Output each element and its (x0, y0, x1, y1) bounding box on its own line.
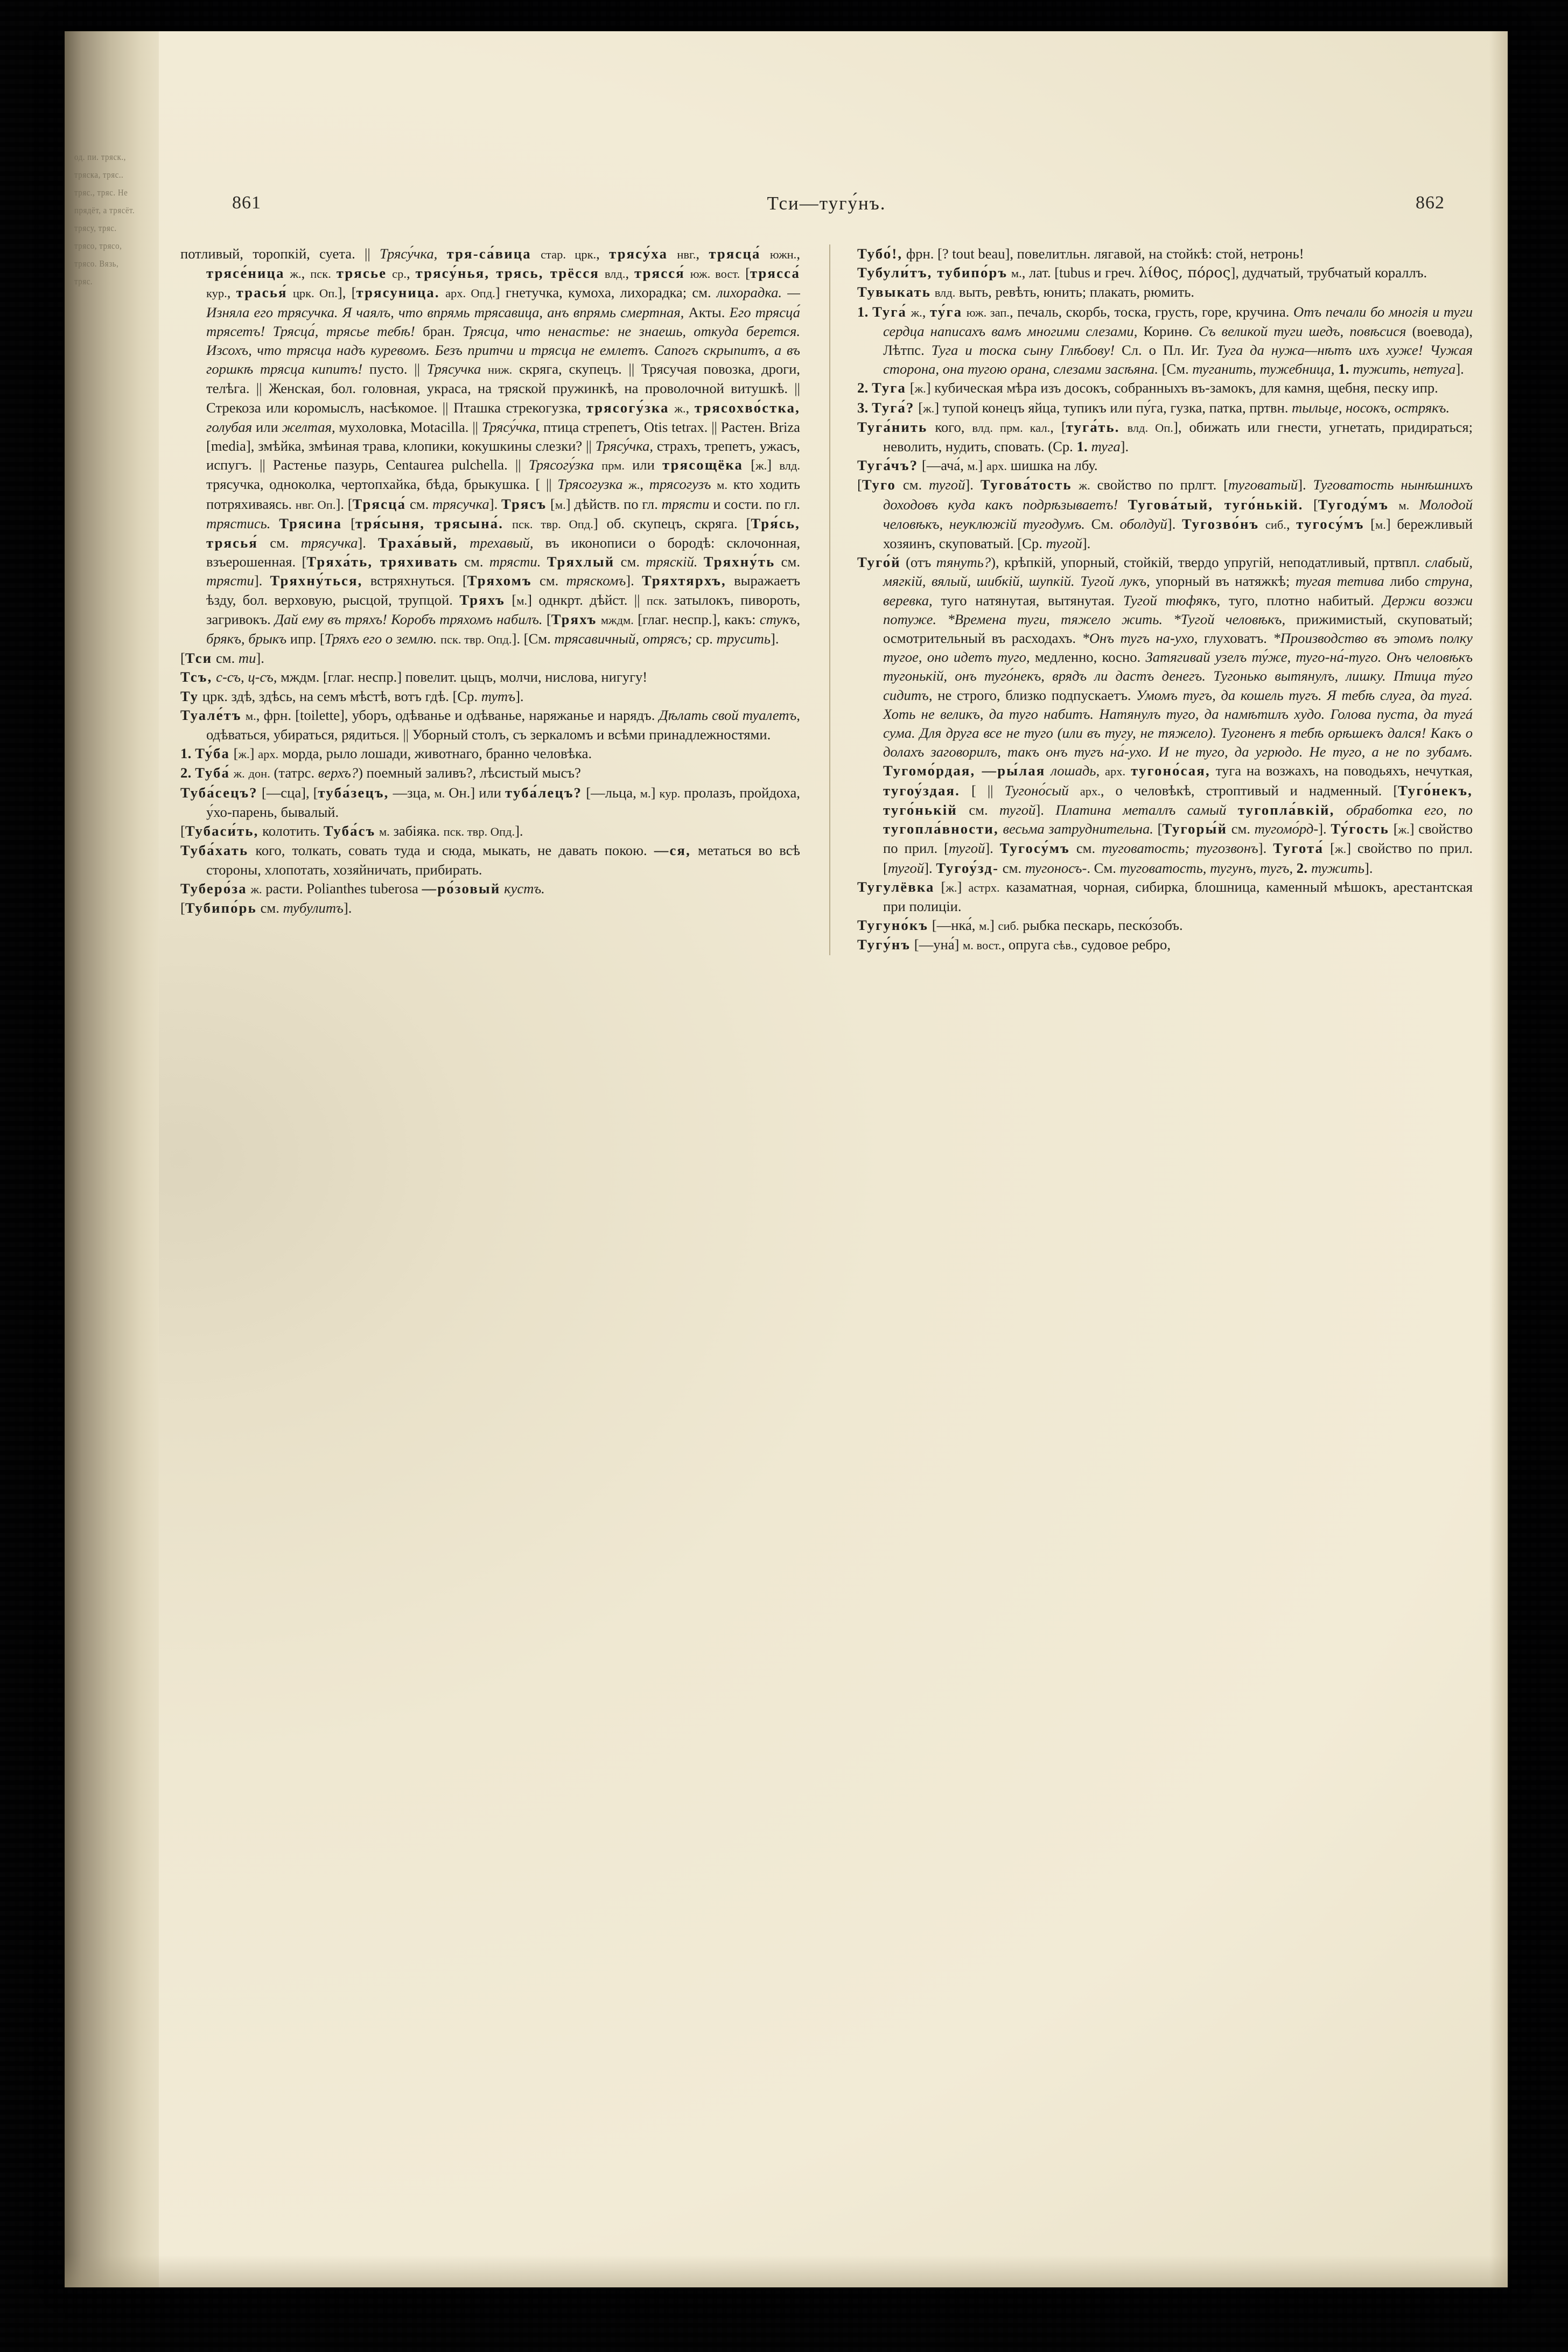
dictionary-entry: Тувыкать влд. выть, ревѣть, юнить; плакать, рюмить. (857, 284, 1194, 300)
folio-right: 862 (1416, 193, 1445, 213)
dictionary-entry: Тубули́тъ, тубипо́ръ м., лат. [tubus и греч. λίθος, πόρος], дудчатый, трубчатый кораллъ. (857, 264, 1427, 282)
page-content (180, 193, 1473, 2196)
dictionary-entry: Тубеpо́за ж. расти. Polianthes tuberosa —ро́зовый кустъ. (180, 880, 545, 897)
dictionary-entry: Туго́й (отъ тянуть?), крѣпкій, упорный, стойкій, твердо упругій, неподатливый, пртвпл. слабый, мягкій, вялый, шибкій, шупкій. Тугой лукъ, упорный въ натяжкѣ; тугая тетива либо струна, веревка, туго натянутая, вытянутая. Тугой тюфякъ, туго, плотно набитый. Держи возжи потуже. *Времена туги, тяжело жить. *Тугой человѣкъ, прижимистый, скуповатый; осмотрительный въ расходахъ. *Онъ тугъ на-ухо, глуховатъ. *Производство въ этомъ полку тугое, оно идетъ туго, медленно, косно. Затягивай узелъ ту́же, туго-на́-туго. Онъ человѣкъ тугонькій, онъ туго́некъ, врядъ ли дастъ денегъ. Тугонько вытянулъ, лишку. Птица ту́го сидитъ, не строго, близко подпускаетъ. Умомъ тугъ, да кошель тугъ. Я тебѣ слуга, да туга́. Хоть не великъ, да туго набитъ. Натянулъ туго, да намѣтилъ худо. Голова пуста, да тугá сума. Для друга все не туго (или въ тугу, не тяжело). Тугоненъ я тебѣ орѣшекъ дался! Какъ о долахъ заговорилъ, такъ онъ тугъ на́-ухо. И не туго, да угрюдо. Не туго, а не по зубамъ. Тугомо́рдая, —ры́лая лошадь, арх. тугоно́сая, туга на возжахъ, на поводьяхъ, нечуткая, тугоу́здая. [ || Тугоно́сый арх., о человѣкѣ, строптивый и надменный. [Туго́некъ, туго́нькій см. тугой]. Платина металлъ самый тугопла́вкій, обработка его, по тугопла́вности, весьма затруднительна. [Тугоры́й см. тугомо́рд-]. Ту́гость [ж.] свойство по прил. [тугой]. Тугосу́мъ см. туговатость; тугозвонъ]. Тугота́ [ж.] свойство по прил. [тугой]. Тугоу́зд- см. тугоносъ-. См. туговатость, тугунъ, тугъ, 2. тужить]. (857, 554, 1473, 876)
dictionary-entry: [Туго см. тугой]. Тугова́тость ж. свойство по прлгт. [туговатый]. Туговатость нынѣшнихъ доходовъ куда какъ подрѣзываетъ! Тугова́тый, туго́нькій. [Тугоду́мъ м. Молодой человѣкъ, неуклюжій тугодумъ. См. оболдуй]. Тугозво́нъ сиб., тугосу́мъ [м.] бережливый хозяинъ, скуповатый. [Ср. тугой]. (857, 477, 1473, 552)
dictionary-entry: Туга́чъ? [—ача́, м.] арх. шишка на лбу. (857, 457, 1098, 474)
dictionary-entry: Тсъ, с-съ, ц-съ, мждм. [глаг. неспр.] повелит. цыцъ, молчи, нислова, нигугу! (180, 669, 648, 685)
page-edge-right (1489, 31, 1508, 2287)
page-gutter (65, 31, 159, 2287)
dictionary-entry: 1. Туга́ ж., ту́га юж. зап., печаль, скорбь, тоска, грусть, горе, кручина. Отъ печали бо многія и туги сердца написахъ вамъ многими слезами, Коринѳ. Съ великой туги шедъ, повѣсися (воевода), Лѣтпс. Туга и тоска сыну Глѣбову! Сл. о Пл. Иг. Туга да нужа—нѣтъ ихъ хуже! Чужая сторона, она тугою орана, слезами засѣяна. [См. туганить, тужебница, 1. тужить, нетуга]. (857, 303, 1473, 377)
running-head: Тси—тугу́нъ. (767, 193, 886, 214)
column-left (180, 244, 800, 955)
dictionary-entry: Туале́тъ м., фрн. [toilette], уборъ, одѣванье и одѣванье, наряжанье и нарядъ. Дѣлать свой туалетъ, одѣваться, убираться, рядиться. || Уборный столъ, съ зеркаломъ и всѣми принадлежностями. (180, 706, 800, 743)
dictionary-entry: Туга́нить кого, влд. прм. кал., [туга́ть. влд. Оп.], обижать или гнести, угнетать, придираться; неволить, нудить, сповать. (Ср. 1. туга]. (857, 418, 1473, 455)
dictionary-entry: Туба́сецъ? [—сца], [туба́зецъ, —зца, м. Он.] или туба́лецъ? [—льца, м.] кур. пролазъ, пройдоха, у́хо-парень, бывалый. (180, 784, 800, 820)
dictionary-entry: Туба́хать кого, толкать, совать туда и сюда, мыкать, не давать покою. —ся, метаться во всѣ стороны, хлопотать, хозяйничать, прибирать. (180, 842, 800, 878)
gutter-text: од. пи. тряск., тряска, тряс.. тряс., тряс. Не прядёт, а трясёт. трясу, тряс. трясо, трясо, трясо. Вязь, тряс. (74, 152, 135, 287)
dictionary-entry: 2. Туба́ ж. дон. (татрс. верхъ?) поемный заливъ?, лѣсистый мысъ? (180, 765, 581, 781)
columns (180, 244, 1473, 955)
dictionary-entry: 2. Туга [ж.] кубическая мѣра изъ досокъ, собранныхъ въ-замокъ, для камня, щебня, песку ипр. (857, 380, 1438, 396)
book-page (65, 31, 1508, 2287)
dictionary-entry: 1. Ту́ба [ж.] арх. морда, рыло лошади, животнаго, бранно человѣка. (180, 745, 592, 762)
folio-left: 861 (232, 193, 261, 213)
dictionary-entry: Тугуно́къ [—нка́, м.] сиб. рыбка пескарь, песко́зобъ. (857, 917, 1183, 934)
page-edge-bottom (65, 2255, 1508, 2287)
dictionary-entry: Ту црк. здѣ, здѣсь, на семъ мѣстѣ, вотъ гдѣ. [Ср. тутъ]. (180, 688, 524, 704)
dictionary-entry: [Тубаси́ть, колотить. Туба́съ м. забіяка. пск. твр. Опд.]. (180, 823, 523, 839)
dictionary-entry: потливый, торопкій, суета. || Трясу́чка, тря-са́вица стар. црк., трясу́ха нвг., трясца́ южн., трясе́ница ж., пск. трясье ср., трясу́нья, трясь, трёсся влд., трясся́ юж. вост. [трясса́ кур., трасья́ црк. Оп.], [трясуница. арх. Опд.] гнетучка, кумоха, лихорадка; см. лихорадка. — Изняла его трясучка. Я чаялъ, что впрямь трясавица, анъ впрямь смертная, Акты. Его трясца́ трясетъ! Трясца́, трясье тебѣ! бран. Тряcца, что ненастье: не знаешь, откуда берется. Изсохъ, что трясца надъ куревомъ. Безъ притчи и трясца не емлетъ. Сапогъ скрыпитъ, а въ горшкѣ трясца кипитъ! пусто. || Трясучка ниж. скряга, скупецъ. || Трясучая повозка, дроги, телѣга. || Женская, бол. головная, украса, на тряской пружинкѣ, на проволочной витушкѣ. || Стрекоза или коромыслъ, насѣкомое. || Пташка стрекогузка, трясогу́зка ж., трясохво́стка, голубая или желтая, мухоловка, Motacilla. || Трясу́чка, птица стрепетъ, Otis tetrax. || Растен. Briza [media], змѣйка, змѣиная трава, клопики, кокушкины слезки? || Трясу́чка, страхъ, трепетъ, ужасъ, испугъ. || Растенье пазурь, Centaurea pulchella. || Трясогу́зка прм. или трясощёка [ж.] влд. трясучка, одноколка, чертопхайка, бѣда, брыкушка. [ || Трясогузка ж., трясогузъ м. кто ходить потряхиваясь. нвг. Оп.]. [Трясца́ см. трясучка]. Трясъ [м.] дѣйств. по гл. трясти и сости. по гл. трястись. Трясина [тря́сыня, трясына́. пск. твр. Опд.] об. скупецъ, скряга. [Тря́сь, трясья́ см. трясучка]. Траха́вый, трехавый, въ иконописи о бородѣ: склочонная, взъерошенная. [Тряха́ть, тряхивать см. трясти. Тряхлый см. тряскій. Тряхну́ть см. трясти]. Тряхну́ться, встряхнуться. [Тряхомъ см. тряскомъ]. Тряхтярхъ, выражаетъ ѣзду, бол. верховую, рысцой, трупцой. Тряхъ [м.] однкрт. дѣйст. || пск. затылокъ, пивороть, загривокъ. Дай ему въ тряхъ! Коробъ тряхомъ набилъ. [Тряхъ мждм. [глаг. неспр.], какъ: стукъ, брякъ, брыкъ ипр. [Тряхъ его о землю. пск. твр. Опд.]. [См. трясавичный, отрясъ; ср. трусить]. (180, 246, 800, 647)
dictionary-entry: Тугу́нъ [—уна́] м. вост., опруга сѣв., судовое ребро, (857, 936, 1171, 953)
dictionary-entry: [Тубипо́рь см. тубулитъ]. (180, 899, 352, 916)
dictionary-entry: 3. Туга́? [ж.] тупой конецъ яйца, тупикъ или пу́га, гузка, патка, пртвн. тыльце, носокъ, острякъ. (857, 399, 1450, 416)
dictionary-entry: Тугулёвка [ж.] астрх. казаматная, чорная, сибирка, блошница, каменный мѣшокъ, арестантская при полиціи. (857, 878, 1473, 914)
column-right (829, 244, 1473, 955)
dictionary-entry: Тубо́!, фрн. [? tout beau], повелитльн. лягавой, на стойкѣ: стой, нетронь! (857, 246, 1304, 262)
dictionary-entry: [Тси см. ти]. (180, 650, 264, 667)
